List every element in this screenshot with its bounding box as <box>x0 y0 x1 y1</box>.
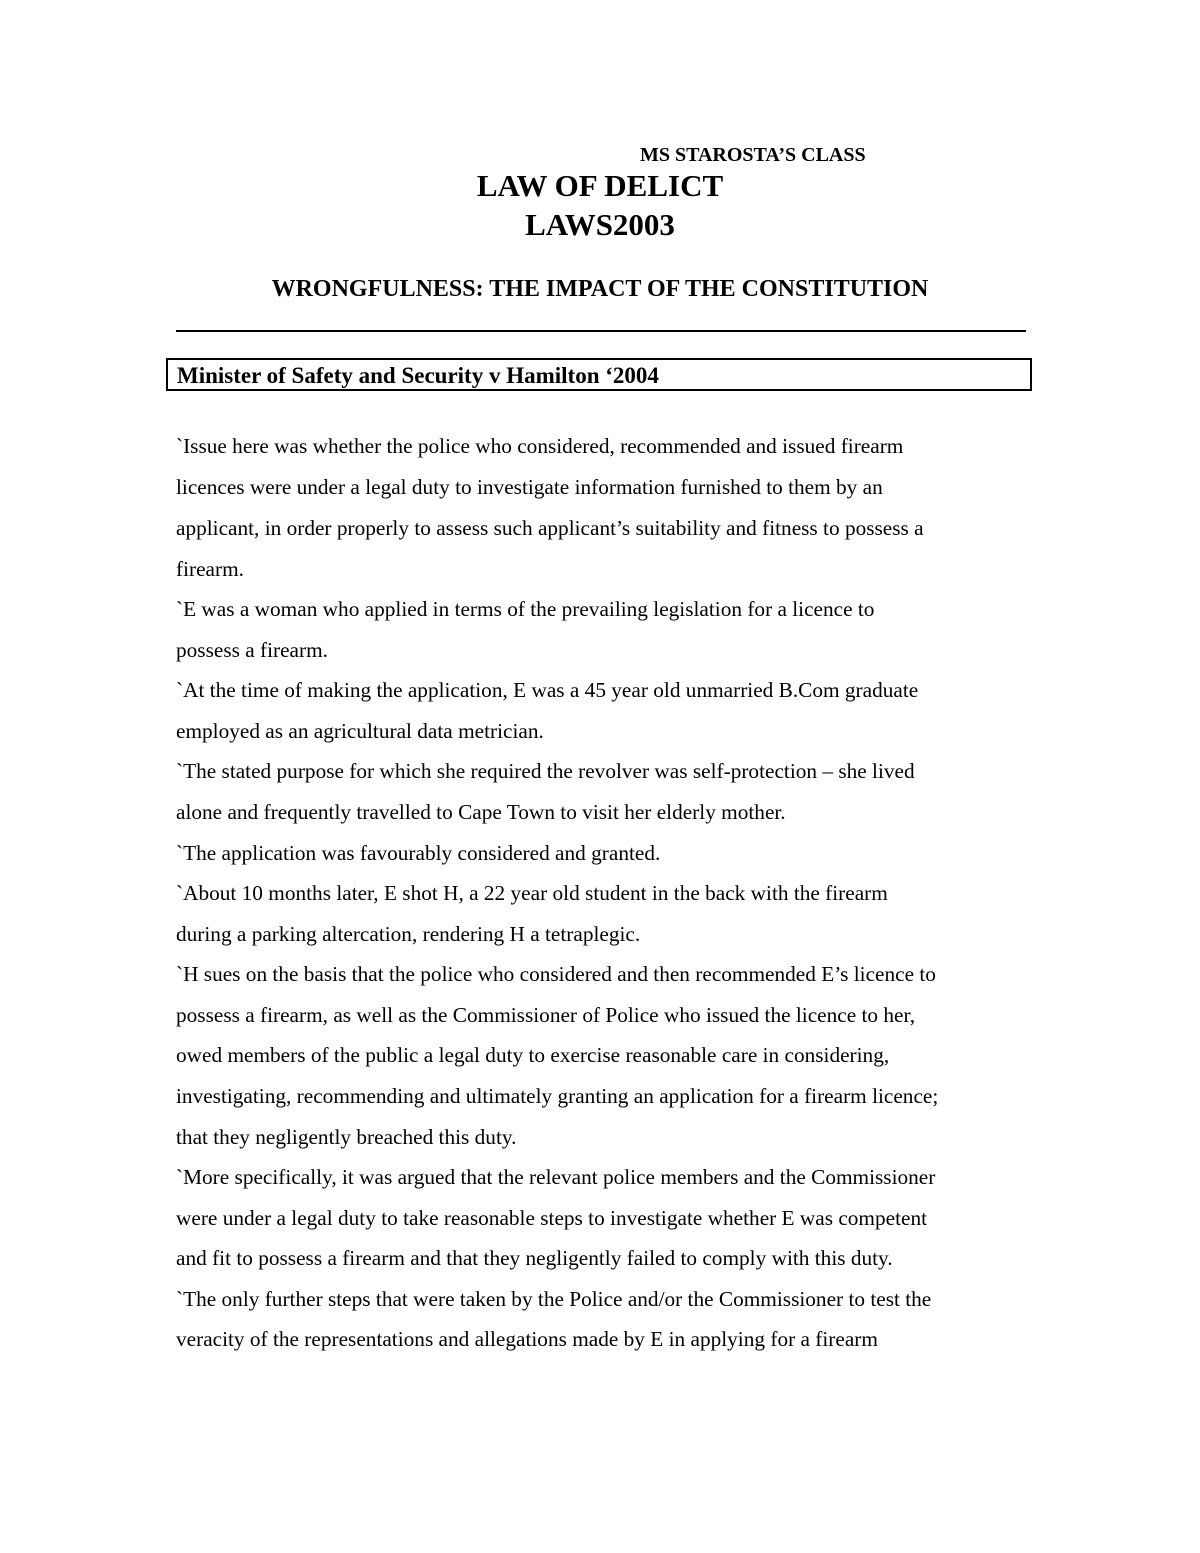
body-line: firearm. <box>176 557 244 581</box>
body-line: licences were under a legal duty to investigate information furnished to them by an <box>176 475 883 499</box>
body-line: investigating, recommending and ultimately granting an application for a firearm licence; <box>176 1084 939 1108</box>
body-line: `The only further steps that were taken by the Police and/or the Commissioner to test the <box>176 1287 932 1311</box>
body-line: veracity of the representations and allegations made by E in applying for a firearm <box>176 1327 878 1351</box>
body-line: `H sues on the basis that the police who considered and then recommended E’s licence to <box>176 962 936 986</box>
body-line: alone and frequently travelled to Cape Town to visit her elderly mother. <box>176 800 786 824</box>
course-code: LAWS2003 <box>525 207 675 242</box>
body-line: `At the time of making the application, E was a 45 year old unmarried B.Com graduate <box>176 678 919 702</box>
topic-heading: WRONGFULNESS: THE IMPACT OF THE CONSTITUTION <box>271 276 929 302</box>
body-line: owed members of the public a legal duty to exercise reasonable care in considering, <box>176 1043 890 1067</box>
body-line: during a parking altercation, rendering H a tetraplegic. <box>176 922 641 946</box>
body-line: that they negligently breached this duty. <box>176 1125 517 1149</box>
case-title-box <box>166 358 1032 391</box>
body-line: `About 10 months later, E shot H, a 22 year old student in the back with the firearm <box>176 881 888 905</box>
body-line: employed as an agricultural data metrician. <box>176 719 544 743</box>
body-line: applicant, in order properly to assess such applicant’s suitability and fitness to possess a <box>176 516 924 540</box>
body-line: possess a firearm. <box>176 638 328 662</box>
class-name: MS STAROSTA’S CLASS <box>640 144 866 166</box>
body-line: were under a legal duty to take reasonable steps to investigate whether E was competent <box>176 1206 928 1230</box>
body-line: `More specifically, it was argued that the relevant police members and the Commissioner <box>176 1165 936 1189</box>
body-line: `The application was favourably considered and granted. <box>176 841 661 865</box>
course-title: LAW OF DELICT <box>476 168 724 203</box>
body-line: possess a firearm, as well as the Commissioner of Police who issued the licence to her, <box>176 1003 916 1027</box>
case-title: Minister of Safety and Security v Hamilton ‘2004 <box>177 363 659 388</box>
body-line: and fit to possess a firearm and that they negligently failed to comply with this duty. <box>176 1246 893 1270</box>
body-line: `E was a woman who applied in terms of the prevailing legislation for a licence to <box>176 597 875 621</box>
horizontal-divider <box>176 330 1026 332</box>
body-line: `The stated purpose for which she required the revolver was self-protection – she lived <box>176 759 915 783</box>
body-line: `Issue here was whether the police who considered, recommended and issued firearm <box>176 434 904 458</box>
